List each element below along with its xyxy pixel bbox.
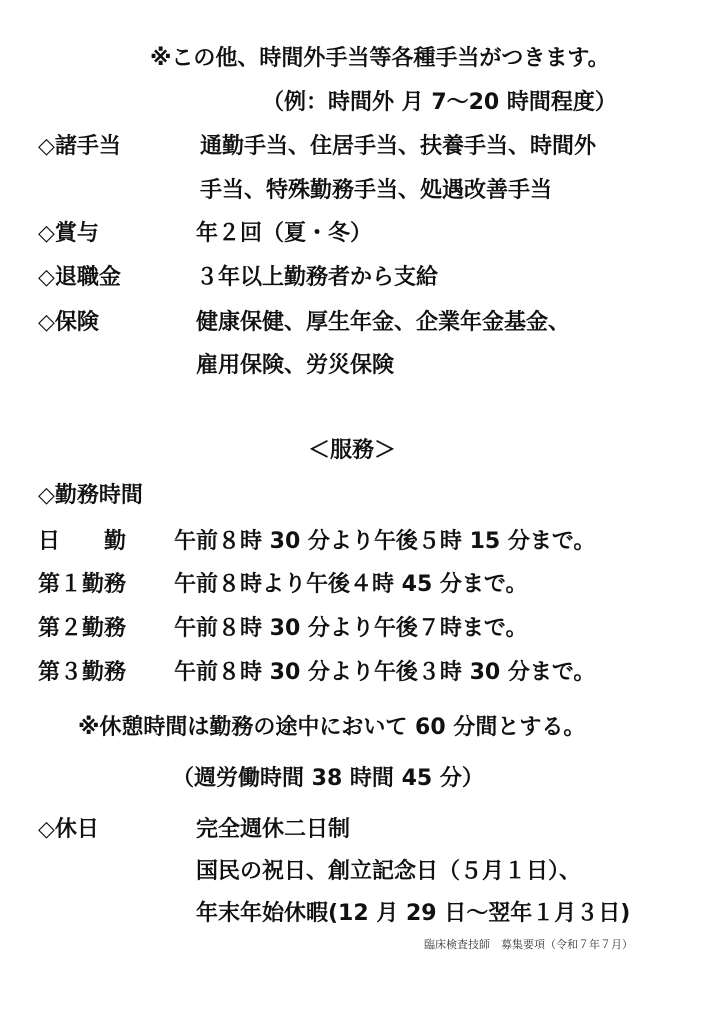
holidays-line1: 完全週休二日制	[196, 817, 351, 842]
shift-1-time: 午前８時より午後４時 45 分まで。	[174, 572, 528, 597]
retirement-label: ◇退職金	[38, 265, 121, 290]
shift-2-name: 第２勤務	[38, 616, 127, 641]
allowances-label: ◇諸手当	[38, 134, 121, 159]
note-top-line2: （例：時間外 月 7～20 時間程度）	[262, 90, 617, 115]
shift-3-time: 午前８時 30 分より午後３時 30 分まで。	[174, 660, 596, 685]
holidays-label: ◇休日	[38, 817, 99, 842]
insurance-line2: 雇用保険、労災保険	[196, 353, 395, 378]
work-hours-label: ◇勤務時間	[38, 483, 143, 508]
break-note: ※休憩時間は勤務の途中において 60 分間とする。	[78, 715, 586, 740]
shift-2-time: 午前８時 30 分より午後７時まで。	[174, 616, 528, 641]
holidays-line3: 年末年始休暇(12 月 29 日～翌年１月３日)	[196, 901, 631, 926]
weekly-hours: （週労働時間 38 時間 45 分）	[172, 766, 484, 791]
holidays-line2: 国民の祝日、創立記念日（５月１日）、	[196, 859, 582, 884]
shift-day-time: 午前８時 30 分より午後５時 15 分まで。	[174, 529, 596, 554]
service-heading: ＜服務＞	[308, 438, 397, 463]
shift-1-name: 第１勤務	[38, 572, 127, 597]
bonus-value: 年２回（夏・冬）	[196, 221, 373, 246]
bonus-label: ◇賞与	[38, 221, 99, 246]
allowances-line2: 手当、特殊勤務手当、処遇改善手当	[200, 178, 553, 203]
shift-day-name: 日 勤	[38, 529, 127, 554]
note-top-line1: ※この他、時間外手当等各種手当がつきます。	[150, 46, 610, 71]
insurance-label: ◇保険	[38, 310, 99, 335]
shift-3-name: 第３勤務	[38, 660, 127, 685]
insurance-line1: 健康保健、厚生年金、企業年金基金、	[196, 310, 571, 335]
retirement-value: ３年以上勤務者から支給	[196, 265, 439, 290]
footer-note: 臨床検査技師 募集要項（令和７年７月）	[424, 938, 633, 951]
allowances-line1: 通勤手当、住居手当、扶養手当、時間外	[200, 134, 597, 159]
